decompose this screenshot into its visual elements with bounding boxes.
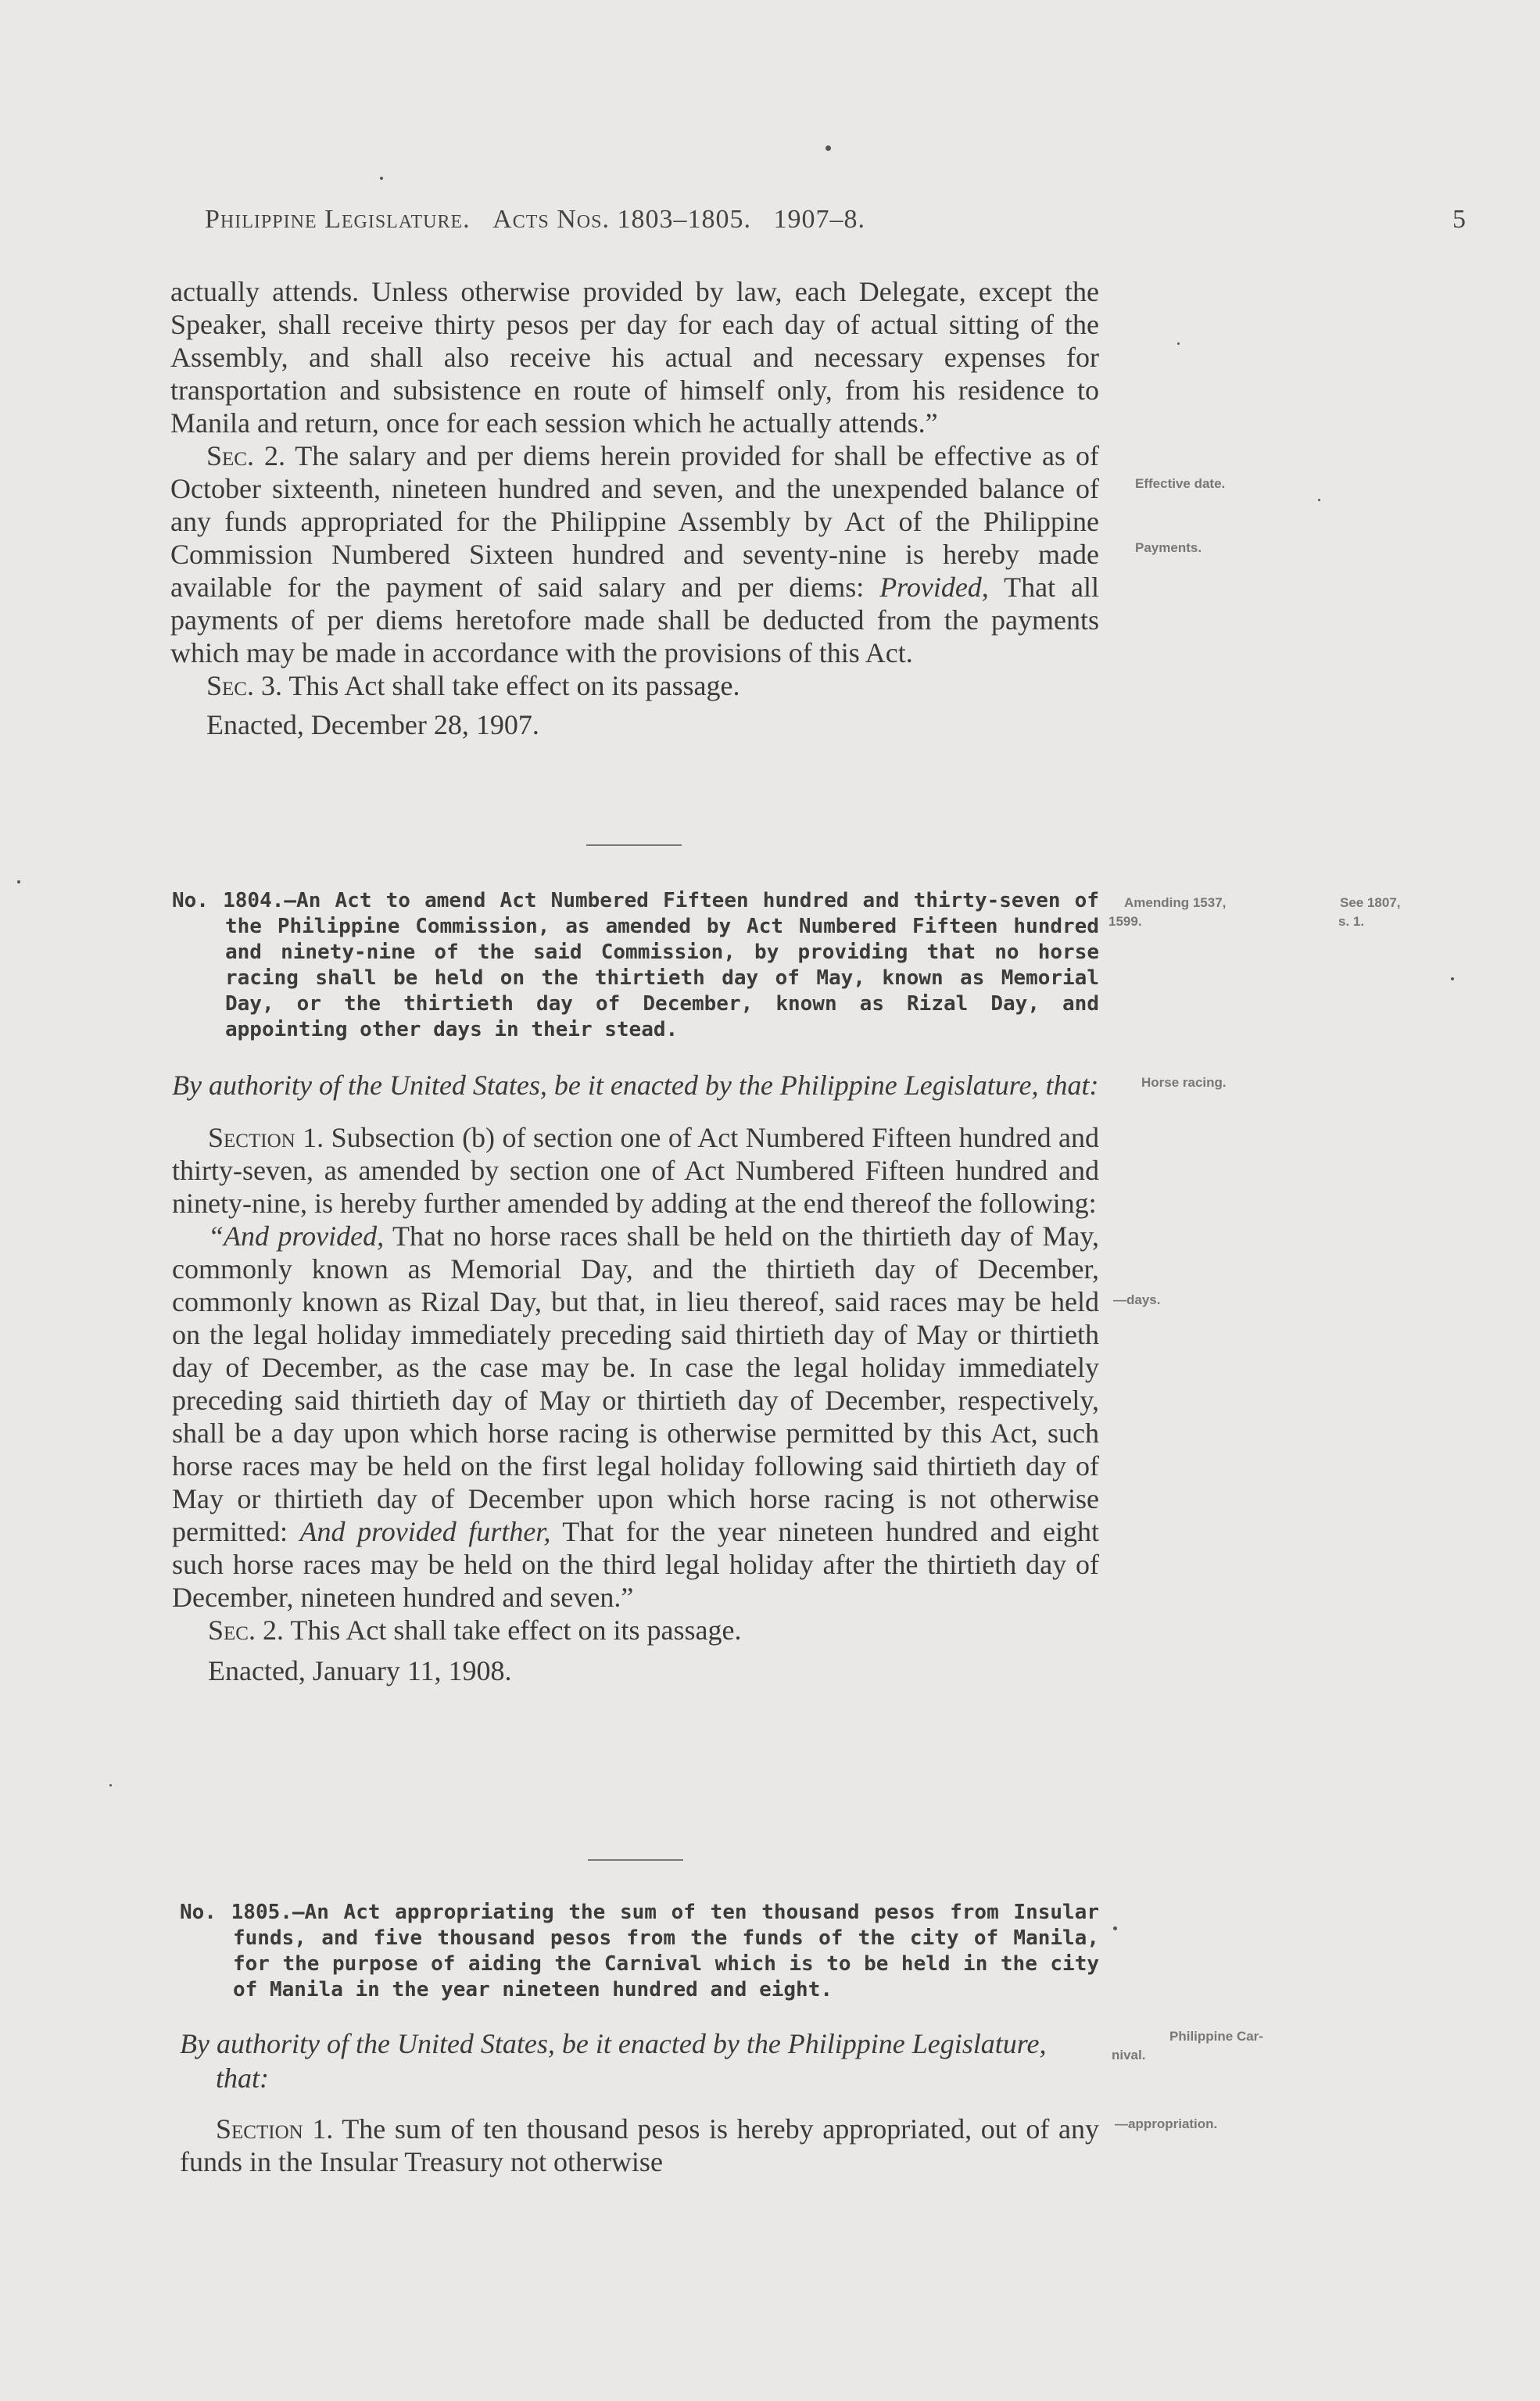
- scan-speck: [109, 1784, 112, 1786]
- act-1804-enacted-date: Enacted, January 11, 1908.: [208, 1655, 512, 1686]
- section-text: This Act shall take effect on its passage.: [288, 670, 740, 701]
- margin-note-effective-date: Effective date.: [1135, 476, 1226, 491]
- scan-speck: [380, 177, 383, 180]
- scan-speck: [1177, 342, 1180, 345]
- margin-note-carnival-cont: nival.: [1112, 2048, 1146, 2062]
- running-title-acts: Acts Nos. 1803–1805.: [492, 205, 751, 234]
- act-1803-continuation: [170, 275, 1099, 741]
- section-text: The sum of ten thousand pesos is hereby appropriated, out of any funds in the Insular Treasury not otherwise: [180, 2113, 1100, 2177]
- section-text: This Act shall take effect on its passage.: [290, 1614, 742, 1646]
- margin-note-horse-racing: Horse racing.: [1141, 1075, 1227, 1090]
- act-1805-section-1: [180, 2113, 1099, 2178]
- running-head: [205, 205, 865, 235]
- provided-clause: “And provided,: [208, 1220, 385, 1252]
- act-1804: [172, 888, 1099, 1687]
- provided-further-clause: And provided further,: [299, 1516, 551, 1547]
- margin-note-amending: Amending 1537,: [1124, 895, 1227, 910]
- provided-clause: Provided,: [879, 572, 989, 603]
- scan-speck: [1113, 1926, 1117, 1930]
- section-label: Sec. 2.: [206, 440, 285, 471]
- act-1805-heading: No. 1805.—An Act appropriating the sum of ten thousand pesos from Insular funds, and five thousand pesos from the funds of the city of Manila, for the purpose of aiding the Carnival which is to be held in the city of Manila in the year nineteen hundred and eight.: [180, 1901, 1099, 2001]
- section-divider: [586, 844, 682, 846]
- section-label: Sec. 2.: [208, 1614, 284, 1646]
- act-1803-section-3: [170, 669, 1099, 702]
- scan-speck: [1451, 977, 1454, 980]
- margin-note-days: —days.: [1113, 1292, 1161, 1307]
- margin-note-carnival: Philippine Car-: [1169, 2029, 1263, 2044]
- act-1803-section-2: [170, 439, 1099, 669]
- act-1804-quoted-amendment: [172, 1220, 1099, 1614]
- act-1804-heading: No. 1804.—An Act to amend Act Numbered Fifteen hundred and thirty-seven of the Philippine Commission, as amended by Act Numbered Fifteen hundred and ninety-nine of the said Commission, by providing that no horse racing shall be held on the thirtieth day of May, known as Memorial Day, or the thirtieth day of December, known as Rizal Day, and appointing other days in their stead.: [172, 889, 1099, 1041]
- section-divider: [588, 1859, 683, 1861]
- act-1804-enacting-clause: By authority of the United States, be it enacted by the Philippine Legislature, that:: [172, 1070, 1099, 1101]
- scan-speck: [17, 880, 20, 883]
- margin-note-amending-cont: 1599.: [1108, 914, 1142, 929]
- act-1805: [180, 1900, 1099, 2178]
- act-1804-section-2: [172, 1614, 1099, 1647]
- section-label: Sec. 3.: [206, 670, 282, 701]
- scan-speck: [826, 145, 831, 151]
- act-1803-paragraph: actually attends. Unless otherwise provided by law, each Delegate, except the Speaker, shall receive thirty pesos per day for each day of actual sitting of the Assembly, and shall also receive his actual and necessary expenses for transportation and subsistence en route of himself only, from his residence to Manila and return, once for each session which he actually attends.”: [170, 276, 1099, 439]
- section-text: That all payments of per diems heretofore made shall be deducted from the payments which may be made in accordance with the provisions of this Act.: [170, 572, 1100, 668]
- quoted-text: That no horse races shall be held on the thirtieth day of May, commonly known as Memorial Day, and the thirtieth day of December, commonly known as Rizal Day, but that, in lieu thereof, said races may be held on the legal holiday immediately preceding said thirtieth day of May or thirtieth day of December, as the case may be. In case the legal holiday immediately preceding said thirtieth day of May or thirtieth day of December, respectively, shall be a day upon which horse racing is otherwise permitted by this Act, such horse races may be held on the first legal holiday following said thirtieth day of May or thirtieth day of December upon which horse racing is not otherwise permitted:: [172, 1220, 1099, 1547]
- section-text: Subsection (b) of section one of Act Numbered Fifteen hundred and thirty-seven, as amended by section one of Act Numbered Fifteen hundred and ninety-nine, is hereby further amended by adding at the end thereof the following:: [172, 1122, 1100, 1219]
- margin-note-payments: Payments.: [1135, 540, 1202, 555]
- margin-note-see-reference-cont: s. 1.: [1338, 914, 1365, 929]
- margin-note-see-reference: See 1807,: [1340, 895, 1401, 910]
- section-label: Section 1.: [208, 1122, 324, 1153]
- section-text: The salary and per diems herein provided for shall be effective as of October sixteenth, nineteen hundred and seven, and the unexpended balance of any funds appropriated for the Philippine Assembly by Act of the Philippine Commission Numbered Sixteen hundred and seventy-nine is hereby made available for the payment of said salary and per diems:: [170, 440, 1100, 603]
- running-title-years: 1907–8.: [773, 205, 865, 234]
- running-title-legislature: Philippine Legislature.: [205, 205, 471, 234]
- act-1804-section-1: [172, 1121, 1099, 1220]
- act-1803-enacted-date: Enacted, December 28, 1907.: [206, 709, 539, 740]
- margin-note-appropriation: —appropriation.: [1115, 2116, 1218, 2131]
- section-label: Section 1.: [216, 2113, 334, 2145]
- quoted-text: That for the year nineteen hundred and eight such horse races may be held on the third legal holiday after the thirtieth day of December, nineteen hundred and seven.”: [172, 1516, 1099, 1613]
- act-1805-enacting-clause: By authority of the United States, be it enacted by the Philippine Legislature, that:: [180, 2028, 1047, 2094]
- page-number: 5: [1452, 205, 1466, 234]
- scan-speck: [1318, 499, 1320, 501]
